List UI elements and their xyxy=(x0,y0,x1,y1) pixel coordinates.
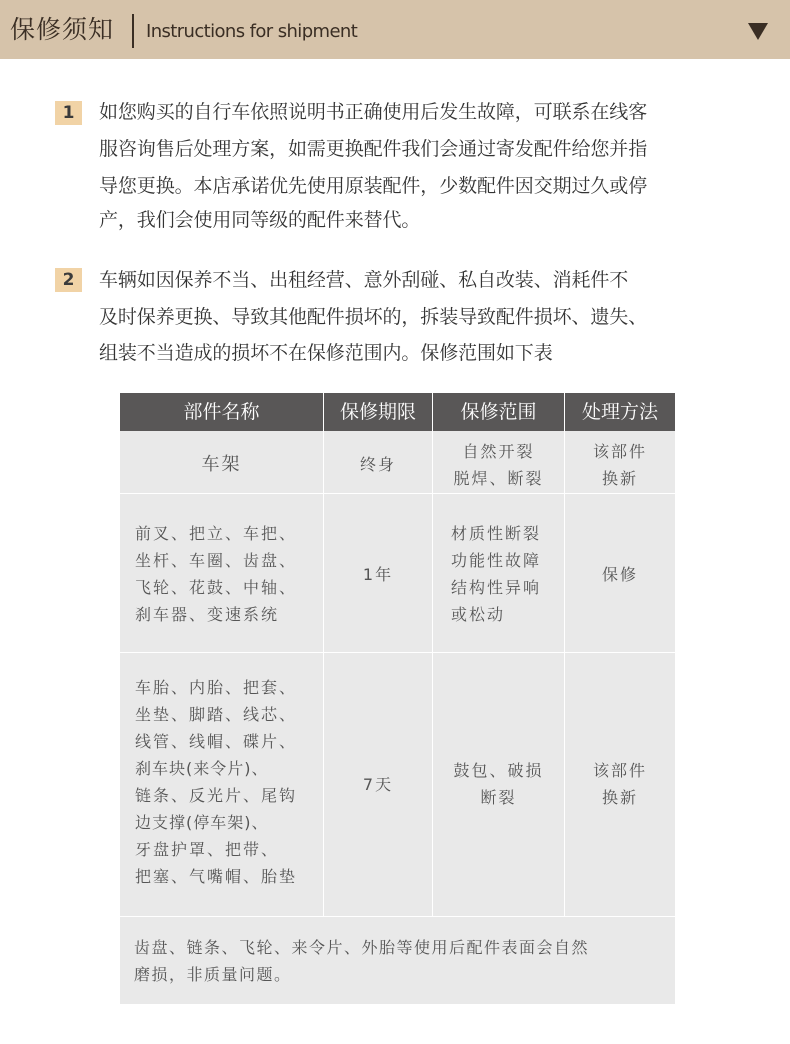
part-name-line: 前叉、把立、车把、 xyxy=(135,524,298,543)
notice-item-1 xyxy=(0,99,790,231)
table-header-cell: 部件名称 xyxy=(120,393,323,431)
notice-item-2 xyxy=(0,268,790,368)
table-header-cell: 处理方法 xyxy=(565,393,675,431)
warranty-scope-line: 材质性断裂 xyxy=(451,524,542,543)
item-number-badge: 1 xyxy=(55,101,82,125)
triangle-down-icon[interactable] xyxy=(746,20,770,42)
warranty-scope-line: 结构性异响 xyxy=(451,578,542,597)
warranty-scope-line: 断裂 xyxy=(480,788,517,807)
row-divider xyxy=(120,652,675,653)
part-name-line: 把塞、气嘴帽、胎垫 xyxy=(135,867,298,886)
part-name-line: 坐垫、脚踏、线芯、 xyxy=(135,705,298,724)
item-number-badge: 2 xyxy=(55,268,82,292)
item-text-line: 及时保养更换、导致其他配件损坏的，拆装导致配件损坏、遗失、 xyxy=(99,306,648,328)
part-name-line: 刹车器、变速系统 xyxy=(135,605,280,624)
part-name-line: 边支撑(停车架)、 xyxy=(135,813,269,832)
handling-method-line: 换新 xyxy=(601,469,638,488)
item-text-line: 导您更换。本店承诺优先使用原装配件，少数配件因交期过久或停 xyxy=(99,175,648,197)
item-text-line: 产，我们会使用同等级的配件来替代。 xyxy=(99,209,421,231)
warranty-scope-line: 自然开裂 xyxy=(462,442,535,461)
part-name-line: 飞轮、花鼓、中轴、 xyxy=(135,578,298,597)
item-text-line: 如您购买的自行车依照说明书正确使用后发生故障，可联系在线客 xyxy=(99,101,648,123)
handling-method-line: 换新 xyxy=(601,788,638,807)
part-name-line: 车胎、内胎、把套、 xyxy=(135,678,298,697)
part-name-line: 刹车块(来令片)、 xyxy=(135,759,269,778)
row-divider xyxy=(120,916,675,917)
part-name-line: 牙盘护罩、把带、 xyxy=(135,840,280,859)
item-text-line: 车辆如因保养不当、出租经营、意外刮碰、私自改装、消耗件不 xyxy=(99,269,629,291)
part-name-line: 坐杆、车圈、齿盘、 xyxy=(135,551,298,570)
warranty-scope-line: 脱焊、断裂 xyxy=(453,469,544,488)
title-divider xyxy=(132,14,134,48)
warranty-period-cell: 7天 xyxy=(362,775,394,794)
handling-method-line: 该部件 xyxy=(592,442,647,461)
warranty-scope-line: 功能性故障 xyxy=(451,551,542,570)
item-text-line: 服咨询售后处理方案，如需更换配件我们会通过寄发配件给您并指 xyxy=(99,138,648,160)
note-line: 磨损，非质量问题。 xyxy=(134,965,292,984)
section-header[interactable] xyxy=(0,0,790,59)
handling-method-line: 保修 xyxy=(601,565,638,584)
part-name-line: 链条、反光片、尾钩 xyxy=(135,786,298,805)
warranty-scope-line: 鼓包、破损 xyxy=(453,761,544,780)
warranty-scope-line: 或松动 xyxy=(451,605,506,624)
item-text-line: 组装不当造成的损坏不在保修范围内。保修范围如下表 xyxy=(99,342,553,364)
handling-method-line: 该部件 xyxy=(592,761,647,780)
table-header-cell: 保修范围 xyxy=(433,393,564,431)
row-divider xyxy=(120,493,675,494)
part-name-line: 线管、线帽、碟片、 xyxy=(135,732,298,751)
warranty-table xyxy=(120,393,675,1004)
warranty-period-cell: 1年 xyxy=(362,565,394,584)
part-name-cell: 车架 xyxy=(201,454,242,475)
section-title: 保修须知 xyxy=(10,15,115,44)
table-header-cell: 保修期限 xyxy=(324,393,432,431)
section-subtitle: Instructions for shipment xyxy=(146,21,358,42)
note-line: 齿盘、链条、飞轮、来令片、外胎等使用后配件表面会自然 xyxy=(134,938,590,957)
warranty-period-cell: 终身 xyxy=(359,455,396,474)
